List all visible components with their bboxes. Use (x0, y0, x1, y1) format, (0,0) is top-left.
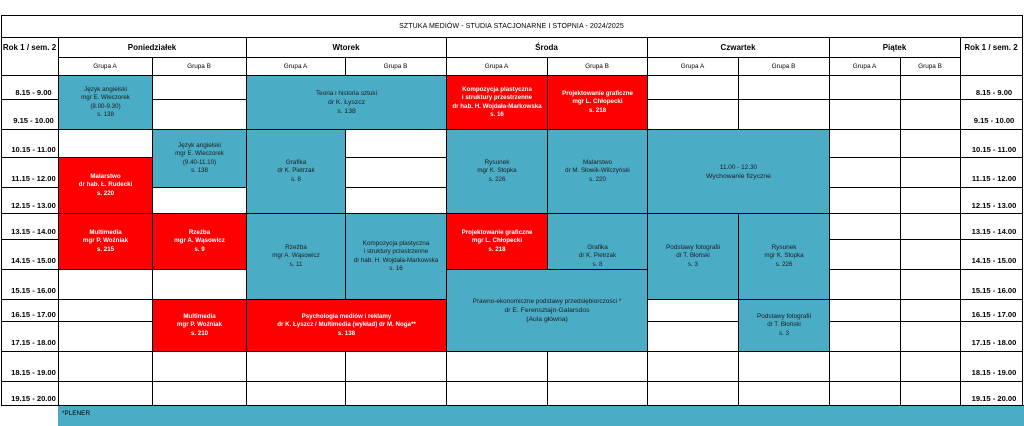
time-slot-label: 14.15 - 15.00 (971, 256, 1017, 266)
class-detail: mgr P. Woźniak (176, 321, 223, 329)
class-detail: dr T. Błoński (676, 252, 710, 260)
class-subject: Rysunek (771, 243, 797, 251)
class-detail: mgr K. Stopka (477, 167, 517, 175)
class-detail: dr K. Łyszcz / Multimedia (wykład) dr M. Noga** (277, 321, 416, 329)
class-subject: Podstawy fotografii (666, 243, 720, 251)
class-detail: i struktury przestrzenne (363, 248, 429, 256)
class-detail: s. 138 (97, 110, 114, 118)
class-detail: s. 11 (289, 260, 303, 268)
group-header: Grupa B (383, 62, 408, 70)
class-detail: s. 8 (291, 175, 301, 183)
time-slot-label: 11.15 - 12.00 (971, 174, 1017, 184)
day-header: Piątek (882, 42, 907, 52)
class-detail: dr K. Łyszcz (327, 99, 365, 106)
class-detail: (8.00-9.30) (90, 102, 121, 110)
group-header: Grupa B (585, 62, 609, 70)
time-slot-label: 15.15 - 16.00 (971, 286, 1017, 296)
time-slot-label: 14.15 - 15.00 (11, 256, 56, 266)
class-block (246, 75, 447, 130)
group-header: Grupa B (771, 62, 796, 70)
class-subject: Malarstwo (582, 158, 613, 166)
class-detail: i struktury przestrzenne (461, 94, 533, 102)
time-slot-label: 13.15 - 14.00 (11, 227, 56, 237)
class-block (647, 129, 830, 214)
group-header: Grupa A (283, 62, 308, 70)
class-detail: mgr A. Wąsowicz (174, 237, 225, 245)
class-block (738, 299, 830, 352)
class-block (446, 129, 548, 214)
class-subject: 11.00 - 12.30 (719, 163, 758, 171)
class-detail: s. 226 (488, 175, 506, 183)
class-block (152, 213, 247, 270)
grid-line-column (1, 37, 2, 405)
class-block (58, 75, 153, 130)
time-slot-label: 9.15 - 10.00 (13, 116, 54, 126)
time-slot-label: 9.15 - 10.00 (973, 116, 1015, 126)
grid-line-slot (1, 381, 1022, 382)
class-block (58, 157, 153, 214)
class-block (547, 75, 648, 130)
group-header: Grupa A (852, 62, 877, 70)
class-block (246, 129, 346, 214)
class-subject: Rzeźba (188, 228, 211, 236)
class-subject: Rzeźba (285, 243, 307, 251)
time-slot-label: 8.15 - 9.00 (975, 87, 1013, 97)
class-detail: s. 8 (592, 260, 603, 268)
time-slot-label: 12.15 - 13.00 (11, 201, 56, 211)
day-header: Środa (535, 42, 558, 52)
class-detail: dr K. Pietrzak (277, 167, 315, 175)
class-subject: Malarstwo (90, 172, 121, 180)
class-detail: s. 226 (775, 260, 793, 268)
class-block (246, 299, 447, 352)
class-block (246, 213, 346, 300)
time-slot-label: 12.15 - 13.00 (971, 201, 1017, 211)
day-header: Poniedziałek (127, 42, 177, 52)
class-subject: Prawno-ekonomiczne podstawy przedsiębiorczości * (472, 298, 622, 305)
class-detail: s. 16 (389, 264, 403, 272)
footer-note: *PLENER (62, 410, 91, 417)
class-detail: s. 3 (779, 329, 789, 337)
time-slot-label: 17.15 - 18.00 (11, 338, 56, 348)
group-header: Grupa A (484, 62, 509, 70)
class-subject: Kompozycja plastyczna (362, 239, 430, 247)
class-block (345, 213, 447, 300)
class-subject: Kompozycja plastyczna (462, 85, 532, 93)
class-detail: dr hab. H. Wojdała-Markowska (353, 256, 439, 264)
time-slot-label: 16.15 - 17.00 (971, 310, 1017, 320)
time-slot-label: 10.15 - 11.00 (11, 144, 56, 154)
day-header: Wtorek (332, 42, 360, 52)
sheet-title: SZTUKA MEDIÓW - STUDIA STACJONARNE I STOPNIA - 2024/2025 (399, 22, 624, 30)
grid-line-column (1022, 37, 1023, 405)
time-slot-label: 10.15 - 11.00 (971, 144, 1017, 154)
time-slot-label: 18.15 - 19.00 (971, 368, 1017, 378)
class-subject: Grafika (587, 243, 608, 251)
class-subject: Multimedia (89, 228, 122, 236)
time-slot-label: 17.15 - 18.00 (971, 338, 1017, 348)
grid-line-column (900, 57, 901, 405)
class-detail: dr hab. Ł. Rudecki (78, 181, 133, 189)
class-detail: (9.40-11.10) (182, 158, 217, 166)
footer-band (58, 405, 1024, 426)
class-detail: mgr L. Chłopecki (572, 98, 623, 106)
class-detail: s. 16 (490, 110, 504, 118)
class-detail: mgr L. Chłopecki (471, 237, 523, 245)
class-detail: Wychowanie fizyczne (706, 172, 771, 180)
time-slot-label: 16.15 - 17.00 (11, 310, 56, 320)
class-block (446, 213, 548, 270)
class-detail: s. 218 (588, 106, 607, 114)
class-block (152, 129, 247, 188)
class-detail: mgr A. Wąsowicz (272, 252, 320, 260)
class-detail: s. 138 (191, 166, 208, 174)
class-detail: mgr E. Wieczorek (175, 150, 224, 158)
time-slot-label: 19.15 - 20.00 (971, 393, 1017, 403)
day-header: Czwartek (720, 42, 756, 52)
class-block (446, 269, 648, 352)
time-slot-label: 11.15 - 12.00 (11, 174, 56, 184)
time-slot-label: 18.15 - 19.00 (11, 368, 56, 378)
class-block (547, 129, 648, 214)
class-detail: dr hab. H. Wojdała-Markowska (452, 102, 542, 110)
class-subject: Język angielski (178, 141, 221, 149)
class-detail: mgr P. Woźniak (82, 237, 129, 245)
class-block (738, 213, 830, 300)
year-semester-label: Rok 1 / sem. 2 (964, 42, 1018, 52)
class-subject: Język angielski (84, 85, 127, 93)
class-subject: Grafika (285, 158, 307, 166)
class-detail: s. 215 (96, 245, 115, 253)
class-subject: Projektowanie graficzne (562, 89, 633, 97)
class-detail: mgr E. Wieczorek (81, 94, 130, 102)
time-slot-label: 15.15 - 16.00 (11, 286, 56, 296)
class-detail: dr M. Słowik-Wilczyński (565, 167, 630, 175)
class-detail: dr E. Ferensztajn-Galarsdos (504, 307, 590, 314)
class-detail: s. 210 (190, 329, 209, 337)
class-detail: s. 138 (337, 108, 356, 115)
grid-line-column (960, 37, 961, 405)
group-header: Grupa B (187, 62, 211, 70)
class-detail: dr T. Błoński (767, 321, 801, 329)
group-header: Grupa A (680, 62, 705, 70)
class-subject: Podstawy fotografii (757, 312, 811, 320)
class-detail: s. 220 (96, 189, 115, 197)
grid-line-right-top (1022, 15, 1023, 37)
class-subject: Projektowanie graficzne (461, 228, 533, 236)
class-detail: s. 3 (688, 260, 698, 268)
class-detail: s. 138 (337, 329, 356, 337)
group-header: Grupa A (93, 62, 117, 70)
group-header: Grupa B (918, 62, 942, 70)
class-block (446, 75, 548, 130)
class-detail: mgr K. Stopka (764, 252, 804, 260)
time-slot-label: 8.15 - 9.00 (15, 87, 52, 97)
class-block (152, 299, 247, 352)
class-subject: Multimedia (183, 312, 216, 320)
class-subject: Rysunek (484, 158, 510, 166)
time-slot-label: 19.15 - 20.00 (11, 393, 56, 403)
class-detail: (Aula główna) (526, 316, 568, 323)
class-detail: s. 220 (589, 175, 606, 183)
time-slot-label: 13.15 - 14.00 (971, 227, 1017, 237)
class-detail: s. 218 (488, 245, 506, 253)
class-subject: Teoria i historia sztuki (315, 90, 378, 97)
year-semester-label: Rok 1 / sem. 2 (2, 42, 57, 52)
class-detail: s. 9 (194, 245, 205, 253)
class-block (647, 213, 739, 300)
class-block (58, 213, 153, 270)
class-subject: Psychologia mediów i reklamy (301, 312, 392, 320)
class-detail: dr K. Pietrzak (578, 252, 617, 260)
